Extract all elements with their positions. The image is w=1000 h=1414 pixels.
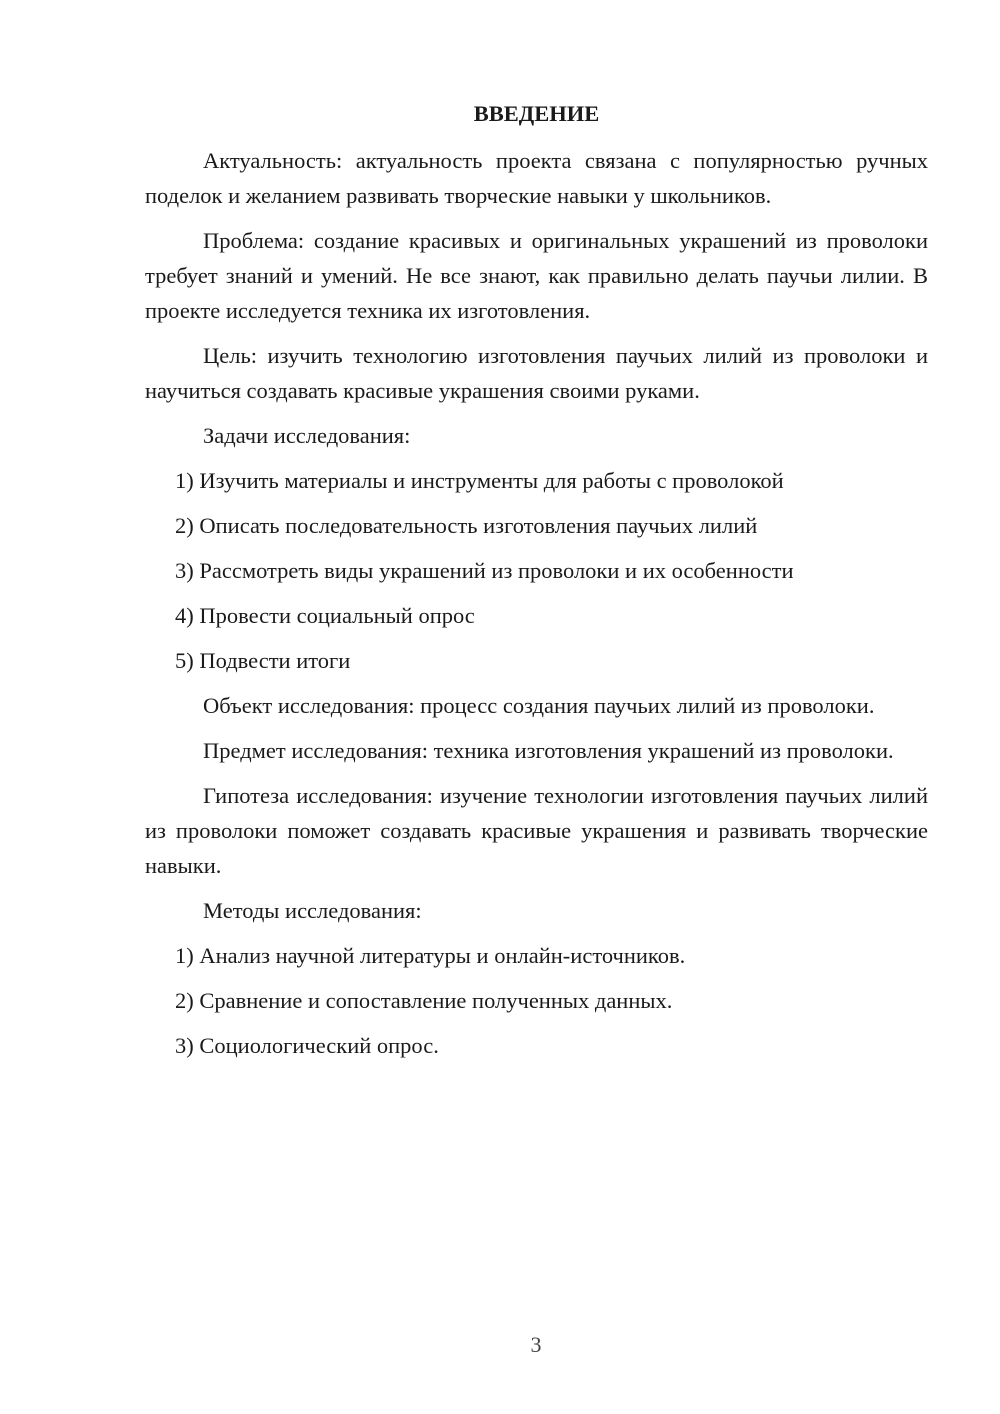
list-item: 1) Изучить материалы и инструменты для работы с проволокой xyxy=(175,468,784,493)
subject-paragraph: Предмет исследования: техника изготовления украшений из проволоки. xyxy=(203,738,894,763)
page-title: ВВЕДЕНИЕ xyxy=(473,101,600,126)
list-item: 3) Социологический опрос. xyxy=(175,1033,439,1058)
list-item: 4) Провести социальный опрос xyxy=(175,603,475,628)
relevance-paragraph: Актуальность: актуальность проекта связана с популярностью ручных поделок и желанием развивать творческие навыки у школьников. xyxy=(145,148,928,208)
page-number: 3 xyxy=(530,1332,542,1357)
tasks-heading: Задачи исследования: xyxy=(203,423,411,448)
object-paragraph: Объект исследования: процесс создания паучьих лилий из проволоки. xyxy=(203,693,875,718)
methods-heading: Методы исследования: xyxy=(203,898,422,923)
list-item: 1) Анализ научной литературы и онлайн-источников. xyxy=(175,943,686,968)
list-item: 5) Подвести итоги xyxy=(175,648,351,673)
methods-list xyxy=(145,938,928,1063)
list-item: 2) Сравнение и сопоставление полученных данных. xyxy=(175,988,673,1013)
document-body xyxy=(145,96,928,1073)
tasks-list xyxy=(145,463,928,678)
hypothesis-paragraph: Гипотеза исследования: изучение технологии изготовления паучьих лилий из проволоки поможет создавать красивые украшения и развивать творческие навыки. xyxy=(145,783,928,878)
goal-paragraph: Цель: изучить технологию изготовления паучьих лилий из проволоки и научиться создавать красивые украшения своими руками. xyxy=(145,343,928,403)
problem-paragraph: Проблема: создание красивых и оригинальных украшений из проволоки требует знаний и умений. Не все знают, как правильно делать паучьи лилии. В проекте исследуется техника их изготовления. xyxy=(145,228,928,323)
list-item: 2) Описать последовательность изготовления паучьих лилий xyxy=(175,513,758,538)
list-item: 3) Рассмотреть виды украшений из проволоки и их особенности xyxy=(175,558,794,583)
